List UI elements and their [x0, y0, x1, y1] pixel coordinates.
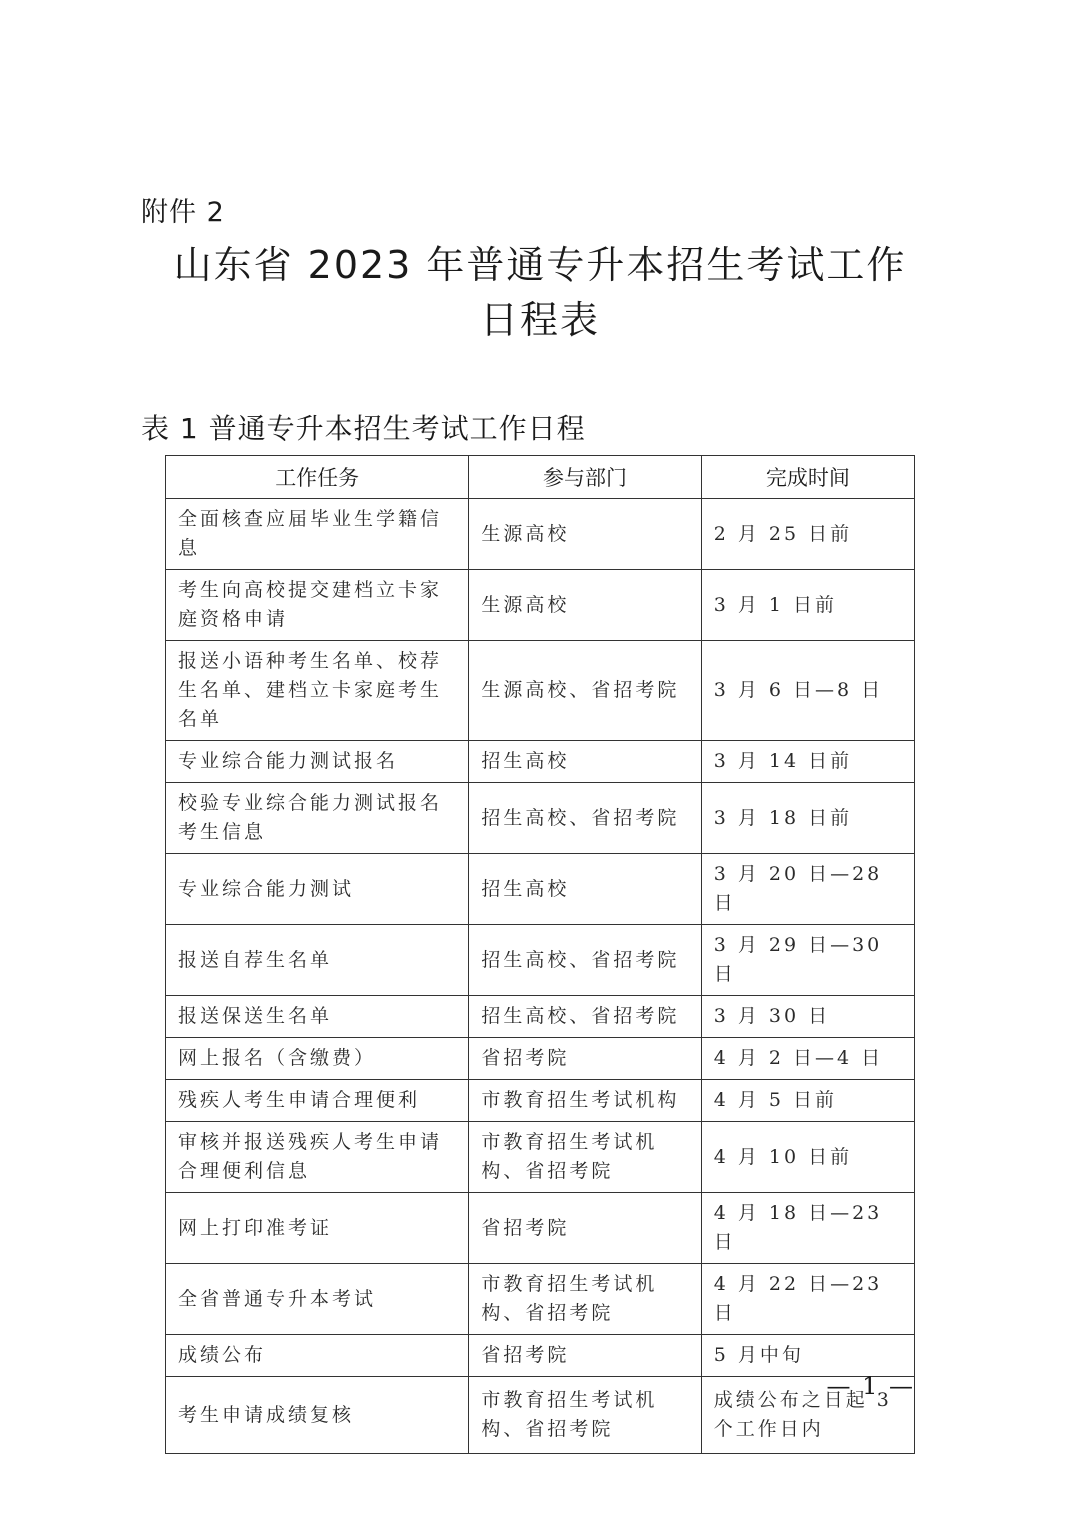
task-cell: 校验专业综合能力测试报名考生信息	[166, 783, 469, 854]
task-cell: 报送自荐生名单	[166, 925, 469, 996]
header-task: 工作任务	[166, 456, 469, 499]
table-row	[166, 1122, 915, 1193]
table-row	[166, 1377, 915, 1454]
time-cell: 3 月 29 日—30 日	[701, 925, 914, 996]
header-completion-time: 完成时间	[701, 456, 914, 499]
department-cell: 招生高校、省招考院	[469, 925, 701, 996]
department-cell: 省招考院	[469, 1038, 701, 1080]
department-cell: 招生高校	[469, 854, 701, 925]
time-cell: 4 月 22 日—23 日	[701, 1264, 914, 1335]
department-cell: 生源高校、省招考院	[469, 641, 701, 741]
table-row	[166, 741, 915, 783]
time-cell: 4 月 18 日—23 日	[701, 1193, 914, 1264]
time-cell: 3 月 6 日—8 日	[701, 641, 914, 741]
time-cell: 5 月中旬	[701, 1335, 914, 1377]
header-department: 参与部门	[469, 456, 701, 499]
table-row	[166, 925, 915, 996]
table-row	[166, 854, 915, 925]
task-cell: 考生申请成绩复核	[166, 1377, 469, 1454]
department-cell: 生源高校	[469, 570, 701, 641]
table-row	[166, 1080, 915, 1122]
task-cell: 网上报名（含缴费）	[166, 1038, 469, 1080]
time-cell: 3 月 14 日前	[701, 741, 914, 783]
task-cell: 网上打印准考证	[166, 1193, 469, 1264]
table-row	[166, 1038, 915, 1080]
time-cell: 3 月 20 日—28 日	[701, 854, 914, 925]
department-cell: 市教育招生考试机构、省招考院	[469, 1122, 701, 1193]
attachment-label: 附件 2	[141, 197, 225, 228]
table-row	[166, 641, 915, 741]
task-cell: 残疾人考生申请合理便利	[166, 1080, 469, 1122]
department-cell: 招生高校、省招考院	[469, 996, 701, 1038]
table-row	[166, 1193, 915, 1264]
task-cell: 考生向高校提交建档立卡家庭资格申请	[166, 570, 469, 641]
department-cell: 招生高校、省招考院	[469, 783, 701, 854]
time-cell: 4 月 2 日—4 日	[701, 1038, 914, 1080]
task-cell: 成绩公布	[166, 1335, 469, 1377]
table-row	[166, 1335, 915, 1377]
department-cell: 省招考院	[469, 1193, 701, 1264]
task-cell: 报送小语种考生名单、校荐生名单、建档立卡家庭考生名单	[166, 641, 469, 741]
task-cell: 全面核查应届毕业生学籍信息	[166, 499, 469, 570]
task-cell: 审核并报送残疾人考生申请合理便利信息	[166, 1122, 469, 1193]
table-header-row	[166, 456, 915, 499]
table-row	[166, 570, 915, 641]
time-cell: 3 月 18 日前	[701, 783, 914, 854]
table-row	[166, 783, 915, 854]
department-cell: 生源高校	[469, 499, 701, 570]
time-cell: 成绩公布之日起 3 个工作日内	[701, 1377, 914, 1454]
table-row	[166, 996, 915, 1038]
task-cell: 报送保送生名单	[166, 996, 469, 1038]
table-caption: 表 1 普通专升本招生考试工作日程	[141, 412, 586, 445]
document-title	[0, 238, 1080, 348]
time-cell: 2 月 25 日前	[701, 499, 914, 570]
department-cell: 市教育招生考试机构	[469, 1080, 701, 1122]
time-cell: 3 月 30 日	[701, 996, 914, 1038]
department-cell: 招生高校	[469, 741, 701, 783]
page-number: — 1 —	[826, 1372, 915, 1400]
task-cell: 全省普通专升本考试	[166, 1264, 469, 1335]
table-row	[166, 1264, 915, 1335]
department-cell: 市教育招生考试机构、省招考院	[469, 1264, 701, 1335]
time-cell: 4 月 5 日前	[701, 1080, 914, 1122]
task-cell: 专业综合能力测试报名	[166, 741, 469, 783]
department-cell: 市教育招生考试机构、省招考院	[469, 1377, 701, 1454]
title-line-1: 山东省 2023 年普通专升本招生考试工作	[173, 243, 907, 287]
time-cell: 3 月 1 日前	[701, 570, 914, 641]
title-line-2: 日程表	[479, 298, 600, 342]
schedule-table	[165, 455, 915, 1454]
time-cell: 4 月 10 日前	[701, 1122, 914, 1193]
task-cell: 专业综合能力测试	[166, 854, 469, 925]
table-row	[166, 499, 915, 570]
department-cell: 省招考院	[469, 1335, 701, 1377]
